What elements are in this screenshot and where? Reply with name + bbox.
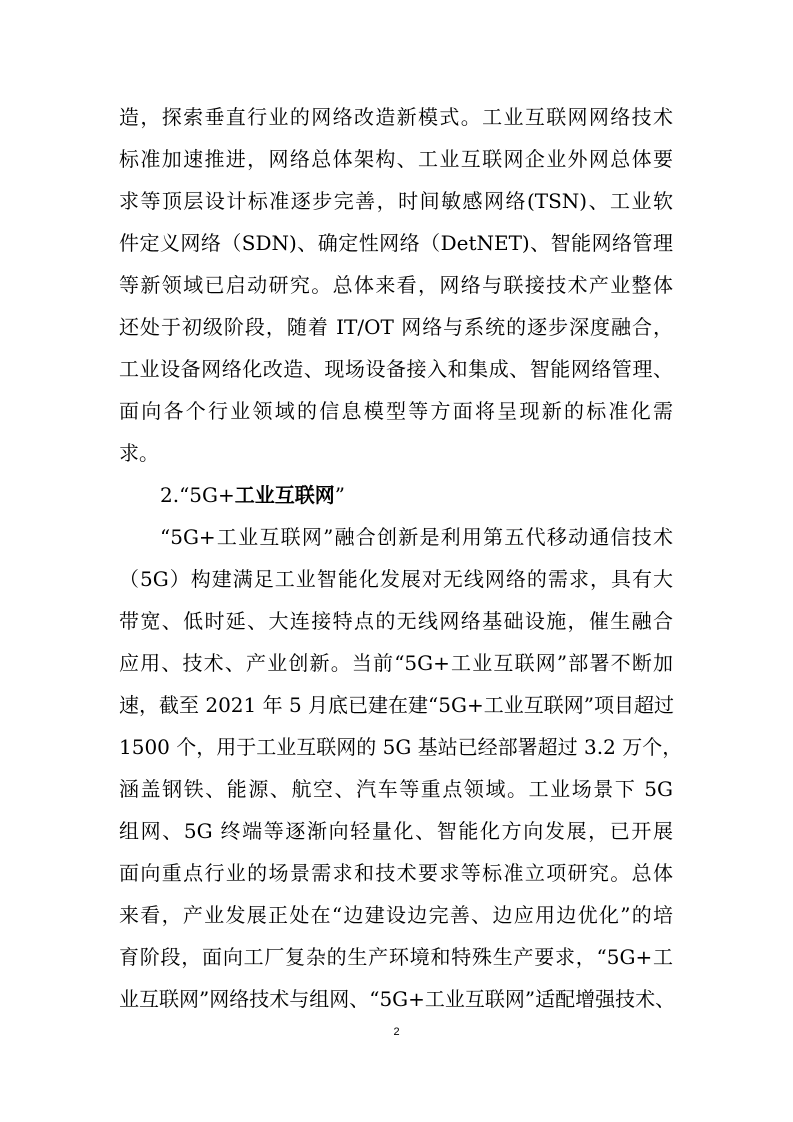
- text-line: 工业设备网络化改造、现场设备接入和集成、智能网络管理、: [119, 357, 673, 381]
- page-number: 2: [393, 1026, 400, 1038]
- text-line: 造，探索垂直行业的网络改造新模式。工业互联网网络技术: [119, 105, 673, 129]
- text-line: 速，截至 2021 年 5 月底已建在建“5G+工业互联网”项目超过: [119, 693, 674, 717]
- text-line: “5G+工业互联网”融合创新是利用第五代移动通信技术: [160, 525, 673, 549]
- text-line: （5G）构建满足工业智能化发展对无线网络的需求，具有大: [119, 567, 673, 591]
- text-line: 育阶段，面向工厂复杂的生产环境和特殊生产要求，“5G+工: [119, 945, 673, 969]
- text-line: 还处于初级阶段，随着 IT/OT 网络与系统的逐步深度融合，: [119, 315, 673, 339]
- text-line: 面向各个行业领域的信息模型等方面将呈现新的标准化需: [119, 399, 673, 423]
- text-line: 面向重点行业的场景需求和技术要求等标准立项研究。总体: [119, 861, 673, 885]
- text-line: 组网、5G 终端等逐渐向轻量化、智能化方向发展，已开展: [119, 819, 673, 843]
- heading-number: 2.“5G+: [160, 483, 235, 507]
- heading-title: 工业互联网: [234, 483, 335, 507]
- text-line: 求等顶层设计标准逐步完善，时间敏感网络(TSN)、工业软: [119, 189, 673, 213]
- text-line: 带宽、低时延、大连接特点的无线网络基础设施，催生融合: [119, 609, 673, 633]
- text-line: 标准加速推进，网络总体架构、工业互联网企业外网总体要: [119, 147, 673, 171]
- heading-close-quote: ”: [334, 483, 345, 507]
- text-line: 涵盖钢铁、能源、航空、汽车等重点领域。工业场景下 5G: [119, 777, 673, 801]
- text-line: 业互联网”网络技术与组网、“5G+工业互联网”适配增强技术、: [119, 987, 676, 1011]
- section-heading: [160, 482, 345, 508]
- text-line: 1500 个，用于工业互联网的 5G 基站已经部署超过 3.2 万个，: [119, 735, 683, 759]
- text-line: 应用、技术、产业创新。当前“5G+工业互联网”部署不断加: [119, 651, 673, 675]
- text-line: 等新领域已启动研究。总体来看，网络与联接技术产业整体: [119, 273, 673, 297]
- text-line: 来看，产业发展正处在“边建设边完善、边应用边优化”的培: [119, 903, 673, 927]
- text-line: 件定义网络（SDN)、确定性网络（DetNET)、智能网络管理: [119, 231, 673, 255]
- text-line: 求。: [119, 441, 159, 465]
